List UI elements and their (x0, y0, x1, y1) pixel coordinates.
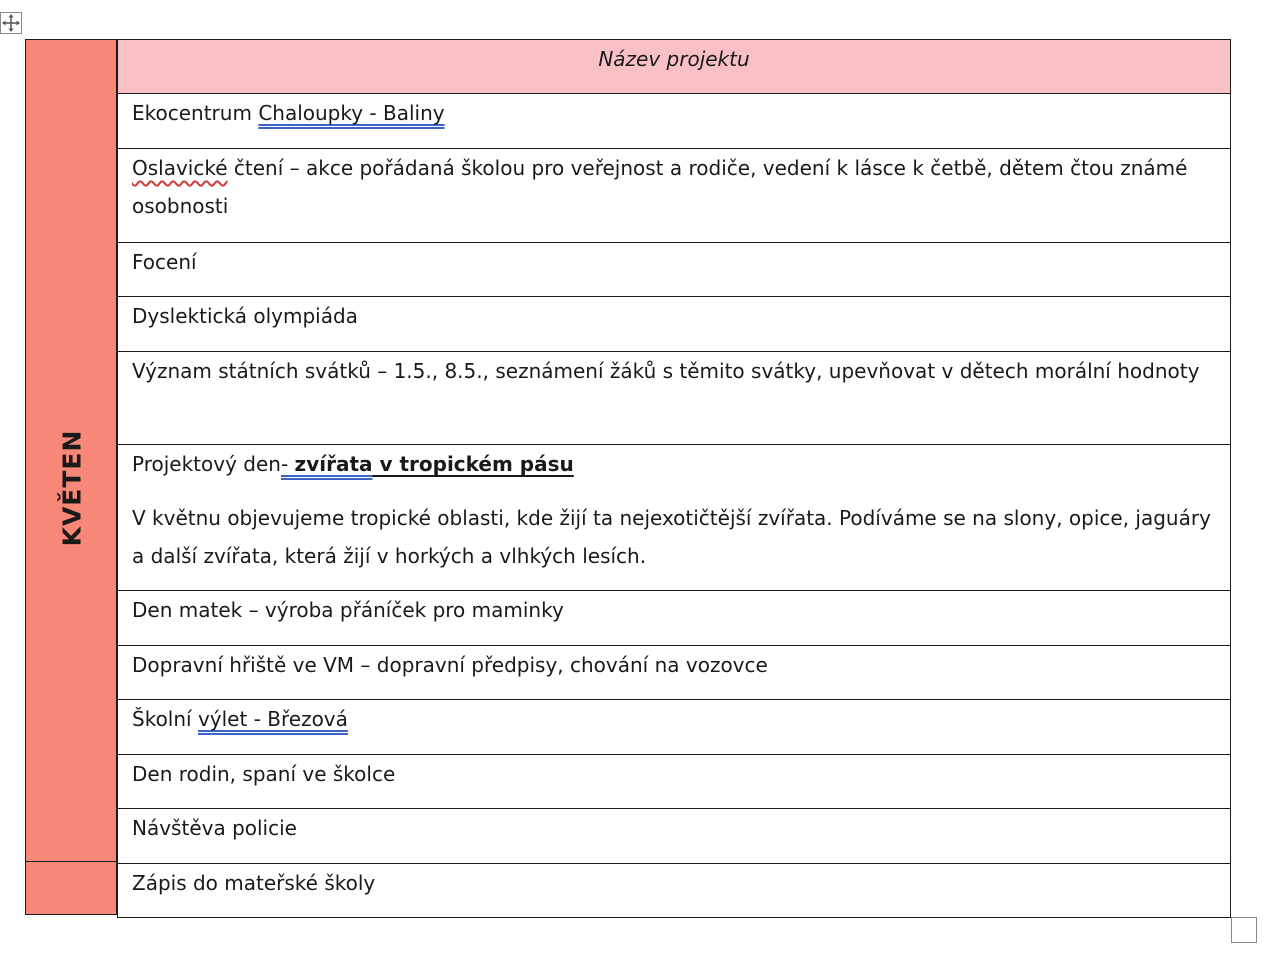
project-cell[interactable] (118, 243, 1231, 297)
project-cell[interactable] (118, 149, 1231, 243)
month-column-divider (26, 861, 116, 862)
project-cell[interactable] (118, 646, 1231, 700)
project-text: Dopravní hřiště ve VM – dopravní předpisy, chování na vozovce (132, 653, 768, 677)
project-cell[interactable] (118, 755, 1231, 809)
project-text: Ekocentrum (132, 101, 259, 125)
table-resize-handle[interactable] (1231, 917, 1257, 943)
table-row (118, 700, 1231, 755)
project-cell[interactable] (118, 94, 1231, 149)
project-topic-rest: v tropickém pásu (372, 452, 574, 476)
month-column (25, 39, 117, 915)
project-cell[interactable] (118, 352, 1231, 445)
table-row (118, 94, 1231, 149)
month-label: KVĚTEN (57, 429, 87, 547)
project-cell[interactable] (118, 809, 1231, 864)
project-text: Dyslektická olympiáda (132, 304, 358, 328)
table-header-row (118, 40, 1231, 94)
project-text: Školní (132, 707, 198, 731)
move-arrows-icon (1, 13, 21, 33)
table-row (118, 646, 1231, 700)
project-cell[interactable] (118, 700, 1231, 755)
project-text: Den rodin, spaní ve školce (132, 762, 396, 786)
table-row (118, 243, 1231, 297)
project-heading (132, 445, 1216, 483)
grammar-flag: zvířata (294, 452, 373, 476)
grammar-flag: - (280, 452, 295, 476)
table-move-handle[interactable] (0, 12, 22, 34)
project-cell[interactable] (118, 445, 1231, 591)
header-title: Název projektu (598, 47, 750, 71)
project-text: Projektový den (132, 452, 281, 476)
grammar-flag: výlet - Březová (197, 707, 348, 731)
grammar-flag: Chaloupky - Baliny (258, 101, 445, 125)
table-row (118, 445, 1231, 591)
table-row (118, 352, 1231, 445)
spelling-flag: Oslavické (132, 156, 228, 180)
project-text: Focení (132, 250, 197, 274)
table-row (118, 864, 1231, 918)
project-cell[interactable] (118, 297, 1231, 352)
project-text: Den matek – výroba přáníček pro maminky (132, 598, 564, 622)
project-description: V květnu objevujeme tropické oblasti, kde žijí ta nejexotičtější zvířata. Podíváme se na slony, opice, jaguáry a další zvířata, která žijí v horkých a vlhkých lesích. (132, 506, 1211, 568)
project-table (117, 39, 1231, 918)
project-text: Zápis do mateřské školy (132, 871, 376, 895)
table-row (118, 755, 1231, 809)
project-cell[interactable] (118, 864, 1231, 918)
project-text: Návštěva policie (132, 816, 297, 840)
project-text: čtení – akce pořádaná školou pro veřejnost a rodiče, vedení k lásce k četbě, dětem čtou známé osobnosti (132, 156, 1188, 218)
table-row (118, 809, 1231, 864)
table-row (118, 149, 1231, 243)
table-row (118, 297, 1231, 352)
project-topic (295, 452, 574, 476)
project-text: Význam státních svátků – 1.5., 8.5., seznámení žáků s těmito svátky, upevňovat v dětech morální hodnoty (132, 359, 1200, 383)
project-cell[interactable] (118, 591, 1231, 646)
table-header-cell[interactable] (118, 40, 1231, 94)
table-row (118, 591, 1231, 646)
